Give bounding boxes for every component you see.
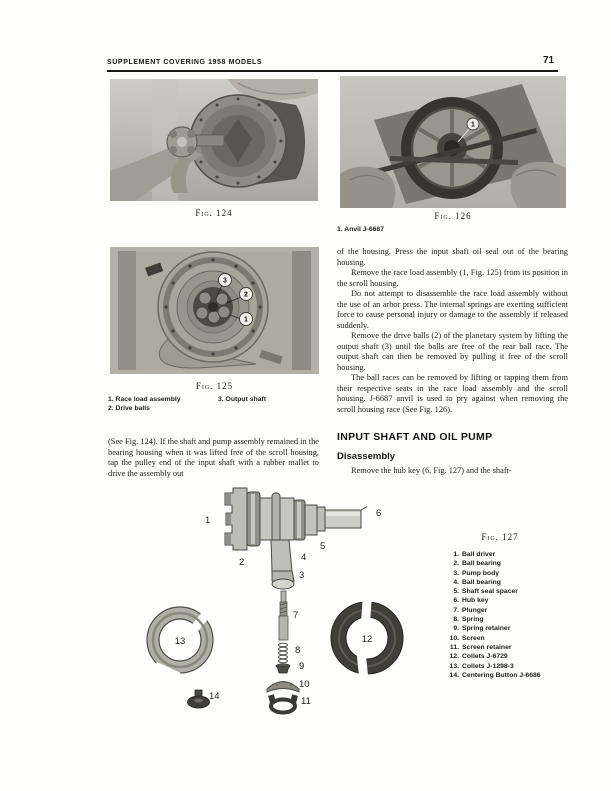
fig126-caption: Fig. 126 bbox=[434, 211, 472, 221]
part-label-5: 5 bbox=[320, 541, 326, 552]
paragraph: Remove the hub key (6, Fig. 127) and the shaft- bbox=[351, 466, 512, 475]
paragraph: Do not attempt to disassemble the race load assembly without the use of an arbor press. The internal springs are exerting sufficient force to cause personal injury or damage to the assembly if released suddenly. bbox=[337, 289, 568, 330]
legend-item: 8. Spring bbox=[453, 616, 484, 624]
legend-item: 3. Pump body bbox=[453, 569, 500, 577]
legend-item: 2. Drive balls bbox=[108, 405, 150, 412]
part-label-13: 13 bbox=[174, 636, 186, 647]
part-label-2: 2 bbox=[239, 557, 245, 568]
legend-item: 9. Spring retainer bbox=[453, 625, 511, 633]
page-header-title: SUPPLEMENT COVERING 1958 MODELS bbox=[107, 59, 263, 66]
plunger bbox=[279, 591, 288, 640]
fig127-legend bbox=[446, 550, 541, 680]
fig125-legend-col1 bbox=[108, 395, 181, 413]
fig125-callout-3 bbox=[219, 274, 232, 287]
legend-item: 13. Collets J-1298-3 bbox=[449, 662, 514, 670]
legend-item: 6. Hub key bbox=[453, 597, 489, 605]
fig127-caption: Fig. 127 bbox=[481, 532, 519, 542]
output-shaft-end bbox=[208, 302, 218, 312]
ball-driver bbox=[225, 488, 247, 550]
spring-retainer bbox=[276, 664, 290, 673]
fig125-callout-1 bbox=[240, 313, 253, 326]
fig125-callout-2 bbox=[240, 288, 253, 301]
legend-item: 4. Ball bearing bbox=[453, 578, 501, 586]
legend-item: 10. Screen bbox=[449, 634, 485, 642]
svg-text:1: 1 bbox=[471, 121, 475, 129]
fig126-callout-1 bbox=[467, 118, 479, 130]
paragraph: Remove the race load assembly (1, Fig. 125) from its position in the scroll housing. bbox=[337, 268, 568, 288]
fig125-photo bbox=[110, 247, 319, 374]
paragraph: Remove the drive balls (2) of the planetary system by lifting the output shaft (3) until the balls are free of the rear ball race. The output shaft can then be removed by pulling it free of the scroll housing. bbox=[337, 331, 568, 372]
fig125-caption: Fig. 125 bbox=[195, 381, 234, 391]
svg-text:2: 2 bbox=[244, 291, 248, 299]
legend-item: 1. Race load assembly bbox=[108, 396, 181, 403]
hand-right bbox=[511, 162, 566, 208]
ball-bearing-front bbox=[247, 492, 260, 546]
fig124-caption: Fig. 124 bbox=[195, 208, 233, 218]
svg-text:1: 1 bbox=[244, 316, 248, 324]
paragraph: The ball races can be removed by lifting or tapping them from their respective seats in the race load assembly and the scroll housing. J-6687 anvil is used to pry against when removing the scroll housing race (See Fig. 126). bbox=[337, 373, 568, 414]
part-label-8: 8 bbox=[295, 645, 301, 656]
centering-button bbox=[188, 690, 210, 708]
legend-item: 12. Collets J-6729 bbox=[449, 653, 508, 661]
paragraph: of the housing. Press the input shaft oil seal out of the bearing housing. bbox=[337, 247, 568, 267]
legend-item: 5. Shaft seal spacer bbox=[453, 588, 518, 596]
screen bbox=[267, 681, 299, 692]
paragraph: (See Fig. 124). If the shaft and pump assembly remained in the bearing housing when it was lifted free of the scroll housing, tap the pulley end of the input shaft with a rubber mallet to drive the assembly out bbox=[108, 437, 319, 478]
right-column-text-2 bbox=[337, 466, 568, 477]
legend-item: 14. Centering Button J-6686 bbox=[449, 671, 541, 679]
section-heading: INPUT SHAFT AND OIL PUMP bbox=[337, 431, 493, 443]
ball-bearing-rear bbox=[294, 500, 305, 540]
part-label-9: 9 bbox=[299, 661, 305, 672]
shaft-seal-spacer bbox=[305, 505, 317, 535]
spring bbox=[279, 643, 288, 663]
svg-text:3: 3 bbox=[223, 277, 227, 285]
pump-body bbox=[260, 493, 294, 589]
part-label-12: 12 bbox=[361, 634, 373, 645]
part-label-6: 6 bbox=[376, 508, 382, 519]
fig125-legend-col2 bbox=[218, 395, 266, 404]
page-number: 71 bbox=[543, 55, 555, 66]
left-column-text bbox=[108, 437, 319, 479]
legend-item: 3. Output shaft bbox=[218, 396, 266, 403]
hub-key bbox=[361, 507, 367, 511]
legend-item: 2. Ball bearing bbox=[453, 560, 501, 568]
legend-item: 11. Screen retainer bbox=[449, 643, 512, 651]
fig124-photo bbox=[110, 79, 318, 201]
right-column-text bbox=[337, 247, 568, 415]
header-rule bbox=[107, 70, 558, 72]
part-label-11: 11 bbox=[301, 696, 311, 707]
legend-item: 1. Ball driver bbox=[453, 551, 496, 558]
subsection-heading: Disassembly bbox=[337, 451, 396, 462]
part-label-1: 1 bbox=[205, 515, 211, 526]
legend-item: 7. Plunger bbox=[453, 606, 488, 614]
fig126-photo bbox=[340, 76, 566, 208]
screen-retainer bbox=[268, 694, 298, 712]
part-label-3: 3 bbox=[299, 570, 305, 581]
part-label-7: 7 bbox=[293, 610, 299, 621]
part-label-14: 14 bbox=[209, 691, 220, 702]
part-label-4: 4 bbox=[301, 552, 307, 563]
part-label-10: 10 bbox=[299, 679, 310, 690]
fig126-legend: 1. Anvil J-6687 bbox=[337, 226, 384, 233]
input-shaft-hub bbox=[317, 507, 367, 532]
